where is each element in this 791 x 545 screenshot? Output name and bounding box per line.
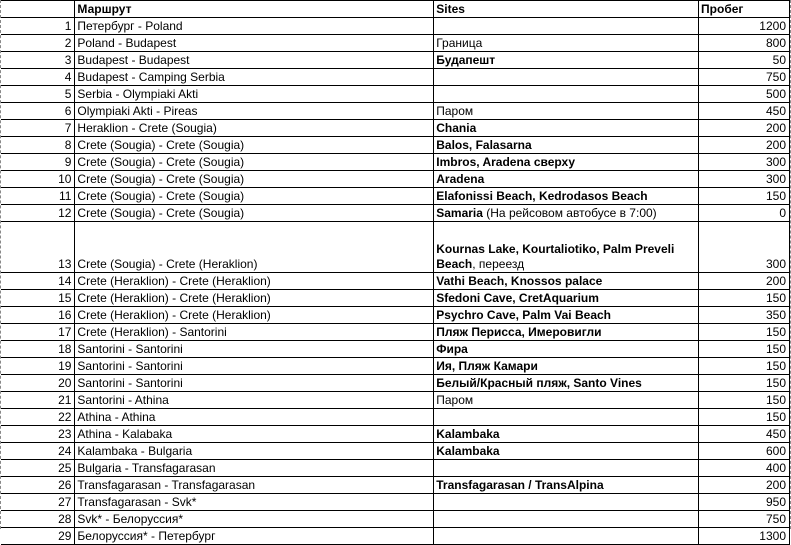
header-route[interactable]: Маршрут [75,1,434,18]
table-row [1,375,790,392]
table-row [1,511,790,528]
route-cell[interactable]: Crete (Sougia) - Crete (Sougia) [75,188,434,205]
route-table [1,0,790,545]
sites-cell[interactable] [434,477,699,494]
row-number-cell[interactable]: 25 [1,460,75,477]
table-row [1,341,790,358]
sites-cell[interactable] [434,426,699,443]
row-number-cell[interactable]: 18 [1,341,75,358]
sites-cell[interactable] [434,375,699,392]
table-row [1,18,790,35]
row-number-cell[interactable]: 15 [1,290,75,307]
sites-bold-text: Kalambaka [436,427,500,441]
route-cell[interactable]: Crete (Sougia) - Crete (Heraklion) [75,222,434,273]
sites-cell[interactable] [434,341,699,358]
sites-cell[interactable] [434,392,699,409]
route-cell[interactable]: Serbia - Olympiaki Akti [75,86,434,103]
table-row [1,35,790,52]
sites-cell[interactable] [434,409,699,426]
table-row [1,188,790,205]
mileage-cell[interactable]: 800 [699,35,790,52]
row-number-cell[interactable]: 16 [1,307,75,324]
route-cell[interactable]: Svk* - Белоруссия* [75,511,434,528]
table-row [1,273,790,290]
mileage-cell[interactable]: 50 [699,52,790,69]
sites-cell[interactable] [434,443,699,460]
sites-bold-text: Kalambaka [436,444,500,458]
row-number-cell[interactable]: 3 [1,52,75,69]
sites-cell[interactable] [434,103,699,120]
table-row [1,324,790,341]
table-row [1,528,790,545]
header-sites[interactable]: Sites [434,1,699,18]
table-row [1,154,790,171]
sites-bold-text: Imbros, Aradena сверху [436,155,576,169]
mileage-cell[interactable]: 750 [699,69,790,86]
table-row [1,69,790,86]
route-cell[interactable]: Santorini - Santorini [75,375,434,392]
row-number-cell[interactable]: 27 [1,494,75,511]
table-row [1,103,790,120]
mileage-cell[interactable]: 200 [699,273,790,290]
sites-cell[interactable] [434,86,699,103]
route-cell[interactable]: Heraklion - Crete (Sougia) [75,120,434,137]
row-number-cell[interactable]: 13 [1,222,75,273]
sites-bold-text: Elafonissi Beach, Kedrodasos Beach [436,189,648,203]
route-cell[interactable]: Crete (Heraklion) - Santorini [75,324,434,341]
row-number-cell[interactable]: 2 [1,35,75,52]
row-number-cell[interactable]: 1 [1,18,75,35]
table-row [1,494,790,511]
sites-bold-text: Vathi Beach, Knossos palace [436,274,603,288]
mileage-cell[interactable]: 300 [699,222,790,273]
row-number-cell[interactable]: 19 [1,358,75,375]
table-row [1,392,790,409]
sites-cell[interactable] [434,307,699,324]
row-number-cell[interactable]: 17 [1,324,75,341]
sites-cell[interactable] [434,460,699,477]
sites-bold-text: Будапешт [436,53,496,67]
mileage-cell[interactable]: 1300 [699,528,790,545]
mileage-cell[interactable]: 350 [699,307,790,324]
route-cell[interactable]: Poland - Budapest [75,35,434,52]
mileage-cell[interactable]: 150 [699,341,790,358]
route-cell[interactable]: Athina - Athina [75,409,434,426]
sites-cell[interactable] [434,511,699,528]
sites-cell[interactable] [434,528,699,545]
sites-plain-text: Паром [436,104,474,118]
mileage-cell[interactable]: 150 [699,290,790,307]
sites-plain-text: (На рейсовом автобусе в 7:00) [482,206,657,220]
route-cell[interactable]: Белоруссия* - Петербург [75,528,434,545]
table-row [1,358,790,375]
route-cell[interactable]: Crete (Heraklion) - Crete (Heraklion) [75,307,434,324]
route-cell[interactable]: Crete (Sougia) - Crete (Sougia) [75,205,434,222]
table-row [1,137,790,154]
header-num[interactable] [1,1,75,18]
sites-cell[interactable] [434,137,699,154]
mileage-cell[interactable]: 150 [699,392,790,409]
sites-bold-text: Samaria [436,206,483,220]
mileage-cell[interactable]: 1200 [699,18,790,35]
row-number-cell[interactable]: 21 [1,392,75,409]
row-number-cell[interactable]: 26 [1,477,75,494]
row-number-cell[interactable]: 20 [1,375,75,392]
mileage-cell[interactable]: 150 [699,324,790,341]
mileage-cell[interactable]: 950 [699,494,790,511]
route-cell[interactable]: Петербург - Poland [75,18,434,35]
row-number-cell[interactable]: 7 [1,120,75,137]
sites-bold-text: Aradena [436,172,485,186]
row-number-cell[interactable]: 12 [1,205,75,222]
row-number-cell[interactable]: 24 [1,443,75,460]
row-number-cell[interactable]: 22 [1,409,75,426]
table-row [1,171,790,188]
sites-bold-text: Balos, Falasarna [436,138,532,152]
row-number-cell[interactable]: 29 [1,528,75,545]
row-number-cell[interactable]: 6 [1,103,75,120]
mileage-cell[interactable]: 400 [699,460,790,477]
mileage-cell[interactable]: 750 [699,511,790,528]
table-row [1,120,790,137]
table-row [1,426,790,443]
mileage-cell[interactable]: 150 [699,188,790,205]
sites-cell[interactable] [434,154,699,171]
sites-cell[interactable] [434,171,699,188]
mileage-cell[interactable]: 200 [699,120,790,137]
mileage-cell[interactable]: 200 [699,137,790,154]
sites-plain-text: Паром [436,393,474,407]
sites-cell[interactable] [434,290,699,307]
sites-cell[interactable] [434,273,699,290]
sites-cell[interactable] [434,188,699,205]
sites-bold-text: Kournas Lake, Kourtaliotiko, Palm Preveli Beach [436,242,675,271]
route-cell[interactable]: Olympiaki Akti - Pireas [75,103,434,120]
mileage-cell[interactable]: 450 [699,426,790,443]
route-cell[interactable]: Budapest - Camping Serbia [75,69,434,86]
mileage-cell[interactable]: 500 [699,86,790,103]
route-cell[interactable]: Bulgaria - Transfagarasan [75,460,434,477]
sites-bold-text: Transfagarasan / TransAlpina [436,478,604,492]
table-row [1,52,790,69]
sites-cell[interactable] [434,205,699,222]
mileage-cell[interactable]: 600 [699,443,790,460]
mileage-cell[interactable]: 150 [699,375,790,392]
route-cell[interactable]: Santorini - Athina [75,392,434,409]
sites-plain-text: Граница [436,36,483,50]
row-number-cell[interactable]: 4 [1,69,75,86]
header-km[interactable]: Пробег [699,1,790,18]
sites-cell[interactable] [434,35,699,52]
row-number-cell[interactable]: 23 [1,426,75,443]
sites-plain-text: , переезд [472,257,525,271]
table-row [1,222,790,273]
sites-bold-text: Sfedoni Cave, CretAquarium [436,291,599,305]
header-row [1,1,790,18]
table-row [1,477,790,494]
table-row [1,409,790,426]
route-cell[interactable]: Athina - Kalabaka [75,426,434,443]
row-number-cell[interactable]: 9 [1,154,75,171]
sites-cell[interactable] [434,324,699,341]
row-number-cell[interactable]: 5 [1,86,75,103]
table-row [1,460,790,477]
sites-cell[interactable] [434,358,699,375]
route-cell[interactable]: Crete (Sougia) - Crete (Sougia) [75,171,434,188]
sites-cell[interactable] [434,69,699,86]
row-number-cell[interactable]: 28 [1,511,75,528]
row-number-cell[interactable]: 11 [1,188,75,205]
mileage-cell[interactable]: 300 [699,154,790,171]
route-cell[interactable]: Transfagarasan - Svk* [75,494,434,511]
route-cell[interactable]: Transfagarasan - Transfagarasan [75,477,434,494]
mileage-cell[interactable]: 150 [699,358,790,375]
row-number-cell[interactable]: 10 [1,171,75,188]
route-cell[interactable]: Crete (Heraklion) - Crete (Heraklion) [75,290,434,307]
route-cell[interactable]: Crete (Heraklion) - Crete (Heraklion) [75,273,434,290]
sites-cell[interactable] [434,52,699,69]
table-body [1,18,790,545]
mileage-cell[interactable]: 200 [699,477,790,494]
sites-bold-text: Psychro Cave, Palm Vai Beach [436,308,611,322]
route-cell[interactable]: Crete (Sougia) - Crete (Sougia) [75,137,434,154]
table-row [1,86,790,103]
route-cell[interactable]: Kalambaka - Bulgaria [75,443,434,460]
sites-bold-text: Ия, Пляж Камари [436,359,538,373]
mileage-cell[interactable]: 0 [699,205,790,222]
table-row [1,443,790,460]
table-row [1,205,790,222]
route-cell[interactable]: Santorini - Santorini [75,358,434,375]
row-number-cell[interactable]: 8 [1,137,75,154]
mileage-cell[interactable]: 450 [699,103,790,120]
sites-bold-text: Фира [436,342,468,356]
route-cell[interactable]: Santorini - Santorini [75,341,434,358]
route-cell[interactable]: Crete (Sougia) - Crete (Sougia) [75,154,434,171]
mileage-cell[interactable]: 300 [699,171,790,188]
sites-bold-text: Chania [436,121,477,135]
sites-bold-text: Пляж Периcса, Имеровигли [436,325,602,339]
sites-cell[interactable] [434,120,699,137]
table-row [1,290,790,307]
sites-cell[interactable] [434,222,699,273]
sites-cell[interactable] [434,494,699,511]
row-number-cell[interactable]: 14 [1,273,75,290]
table-row [1,307,790,324]
sites-cell[interactable] [434,18,699,35]
mileage-cell[interactable]: 150 [699,409,790,426]
route-cell[interactable]: Budapest - Budapest [75,52,434,69]
sites-bold-text: Белый/Красный пляж, Santo Vines [436,376,642,390]
